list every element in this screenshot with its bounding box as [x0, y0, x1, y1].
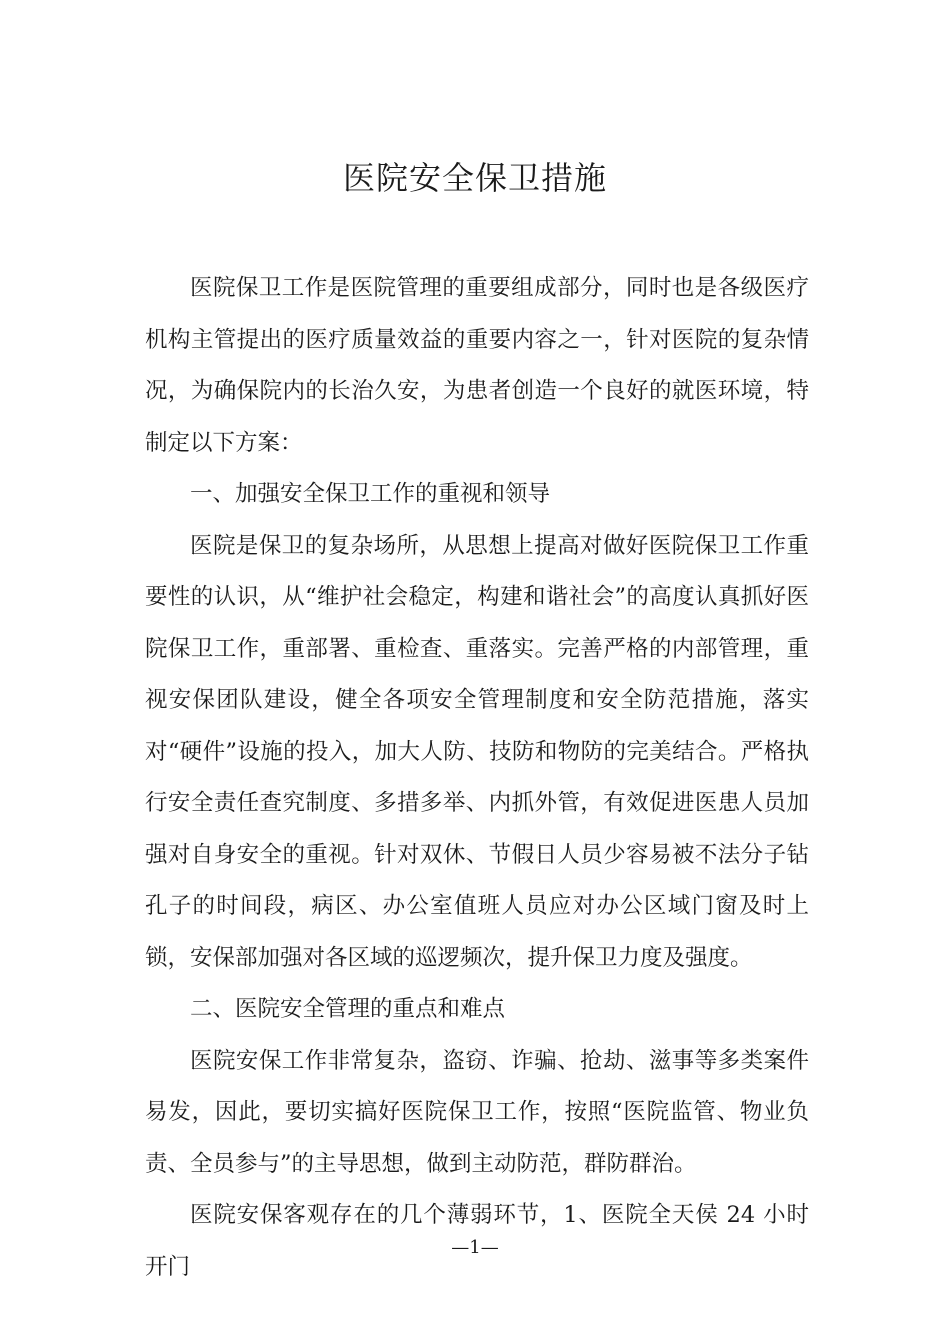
section-heading-1: 一、加强安全保卫工作的重视和领导	[190, 481, 551, 507]
paragraph-section-2: 医院安保工作非常复杂，盗窃、诈骗、抢劫、滋事等多类案件易发，因此，要切实搞好医院保卫工作，按照“医院监管、物业负责、全员参与”的主导思想，做到主动防范，群防群治。	[145, 1047, 809, 1177]
paragraph-section-1: 医院是保卫的复杂场所，从思想上提高对做好医院保卫工作重要性的认识，从“维护社会稳定，构建和谐社会”的高度认真抓好医院保卫工作，重部署、重检查、重落实。完善严格的内部管理，重视安保团队建设，健全各项安全管理制度和安全防范措施，落实对“硬件”设施的投入，加大人防、技防和物防的完美结合。严格执行安全责任查究制度、多措多举、内抓外管，有效促进医患人员加强对自身安全的重视。针对双休、节假日人员少容易被不法分子钻孔子的时间段，病区、办公室值班人员应对办公区域门窗及时上锁，安保部加强对各区域的巡逻频次，提升保卫力度及强度。	[145, 532, 809, 971]
paragraph-weak-points: 医院安保客观存在的几个薄弱环节，1、医院全天侯 24 小时开门	[145, 1202, 809, 1280]
document-body	[145, 263, 809, 1293]
section-heading-2: 二、医院安全管理的重点和难点	[190, 996, 506, 1022]
document-title: 医院安全保卫措施	[342, 159, 607, 197]
page-number: —1—	[451, 1237, 499, 1258]
paragraph-intro: 医院保卫工作是医院管理的重要组成部分，同时也是各级医疗机构主管提出的医疗质量效益的重要内容之一，针对医院的复杂情况，为确保院内的长治久安，为患者创造一个良好的就医环境，特制定以下方案：	[145, 275, 809, 456]
